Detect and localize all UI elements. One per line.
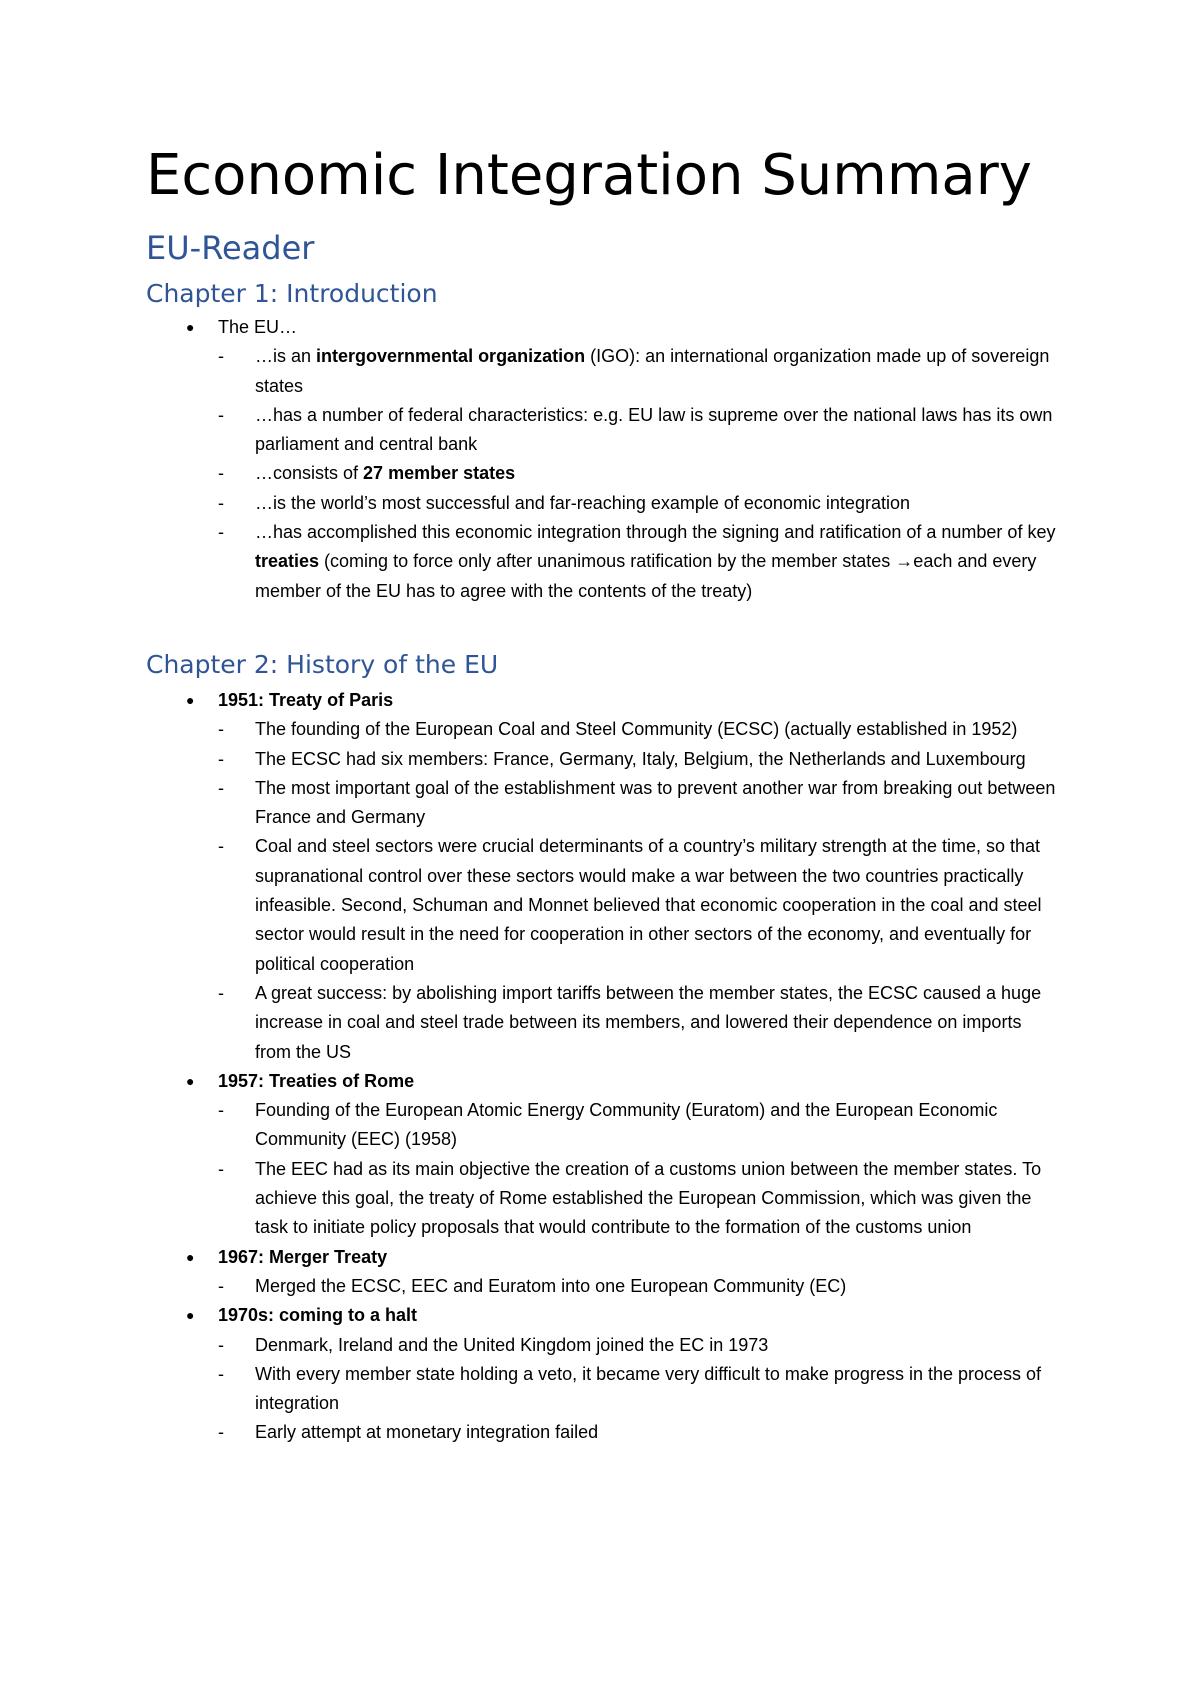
chapter-2-bullet-list bbox=[0, 686, 1200, 1448]
list-item: - A great success: by abolishing import tariffs between the member states, the ECSC caused a huge increase in coal and steel trade between its members, and lowered their dependence on imports from the US bbox=[0, 979, 1200, 1067]
list-item: - Coal and steel sectors were crucial determinants of a country’s military strength at the time, so that supranational control over these sectors would make a war between the two countries practically infeasible. Second, Schuman and Monnet believed that economic cooperation in the coal and steel sector would result in the need for cooperation in other sectors of the economy, and eventually for political cooperation bbox=[0, 832, 1200, 978]
bullet-item-merger-treaty bbox=[0, 1243, 1200, 1302]
list-item: - …has a number of federal characteristics: e.g. EU law is supreme over the national laws has its own parliament and central bank bbox=[0, 401, 1200, 460]
bullet-icon: ● bbox=[186, 1307, 195, 1324]
bullet-item-treaties-of-rome bbox=[0, 1067, 1200, 1243]
document-title: Economic Integration Summary bbox=[146, 143, 1032, 208]
bold-term: treaties bbox=[255, 551, 320, 572]
bullet-icon: ● bbox=[186, 1072, 195, 1089]
list-item: - The ECSC had six members: France, Germany, Italy, Belgium, the Netherlands and Luxembourg bbox=[0, 745, 1200, 774]
list-item: - …is an intergovernmental organization (IGO): an international organization made up of sovereign states bbox=[0, 342, 1200, 401]
bullet-label: 1967: Merger Treaty bbox=[218, 1246, 388, 1267]
bold-term: 27 member states bbox=[363, 463, 516, 484]
list-item: - …is the world’s most successful and far-reaching example of economic integration bbox=[0, 489, 1200, 518]
dash-icon: - bbox=[218, 1363, 224, 1384]
list-item: - …has accomplished this economic integration through the signing and ratification of a number of key treaties (coming to force only after unanimous ratification by the member states →each and every member of the EU has to agree with the contents of the treaty) bbox=[0, 518, 1200, 606]
chapter-1-bullet-list bbox=[0, 313, 1200, 606]
sub-list bbox=[218, 1096, 1200, 1242]
dash-icon: - bbox=[218, 346, 224, 367]
bullet-label: 1957: Treaties of Rome bbox=[218, 1070, 415, 1091]
bullet-item-treaty-of-paris bbox=[0, 686, 1200, 1067]
dash-icon: - bbox=[218, 1275, 224, 1296]
sub-list bbox=[218, 1272, 1200, 1301]
bold-term: intergovernmental organization bbox=[316, 346, 586, 367]
bullet-label: 1951: Treaty of Paris bbox=[218, 690, 394, 710]
list-item: - Merged the ECSC, EEC and Euratom into one European Community (EC) bbox=[0, 1272, 1200, 1301]
dash-icon: - bbox=[218, 1334, 224, 1355]
list-item: - Denmark, Ireland and the United Kingdom joined the EC in 1973 bbox=[0, 1331, 1200, 1360]
bullet-item-1970s bbox=[0, 1301, 1200, 1447]
sub-list bbox=[218, 342, 1200, 606]
bullet-icon: ● bbox=[186, 319, 195, 335]
dash-icon: - bbox=[218, 777, 224, 798]
dash-icon: - bbox=[218, 836, 224, 857]
list-item: - The most important goal of the establishment was to prevent another war from breaking out between France and Germany bbox=[0, 774, 1200, 833]
list-item: - Founding of the European Atomic Energy Community (Euratom) and the European Economic Community (EEC) (1958) bbox=[0, 1096, 1200, 1155]
list-item: - With every member state holding a veto, it became very difficult to make progress in the process of integration bbox=[0, 1360, 1200, 1419]
chapter-1-heading: Chapter 1: Introduction bbox=[146, 279, 438, 308]
chapter-1-content bbox=[0, 313, 1200, 606]
list-item: - The EEC had as its main objective the creation of a customs union between the member states. To achieve this goal, the treaty of Rome established the European Commission, which was given the task to initiate policy proposals that would contribute to the formation of the customs union bbox=[0, 1155, 1200, 1243]
sub-list bbox=[218, 715, 1200, 1067]
bullet-label: 1970s: coming to a halt bbox=[218, 1305, 418, 1326]
dash-icon: - bbox=[218, 982, 224, 1003]
bullet-item-the-eu bbox=[0, 313, 1200, 606]
bullet-label: The EU… bbox=[218, 317, 298, 337]
dash-icon: - bbox=[218, 1422, 224, 1443]
sub-list bbox=[218, 1331, 1200, 1448]
bullet-icon: ● bbox=[186, 1248, 195, 1265]
dash-icon: - bbox=[218, 463, 224, 484]
dash-icon: - bbox=[218, 1158, 224, 1179]
dash-icon: - bbox=[218, 404, 224, 425]
dash-icon: - bbox=[218, 492, 224, 513]
list-item: - Early attempt at monetary integration failed bbox=[0, 1418, 1200, 1447]
dash-icon: - bbox=[218, 522, 224, 543]
dash-icon: - bbox=[218, 1100, 224, 1121]
chapter-2-heading: Chapter 2: History of the EU bbox=[146, 650, 499, 679]
chapter-2-content bbox=[0, 686, 1200, 1448]
dash-icon: - bbox=[218, 748, 224, 769]
section-heading: EU-Reader bbox=[146, 229, 315, 267]
list-item: - …consists of 27 member states bbox=[0, 459, 1200, 488]
bullet-icon: ● bbox=[186, 692, 195, 708]
list-item: - The founding of the European Coal and Steel Community (ECSC) (actually established in 1952) bbox=[0, 715, 1200, 744]
dash-icon: - bbox=[218, 719, 224, 740]
